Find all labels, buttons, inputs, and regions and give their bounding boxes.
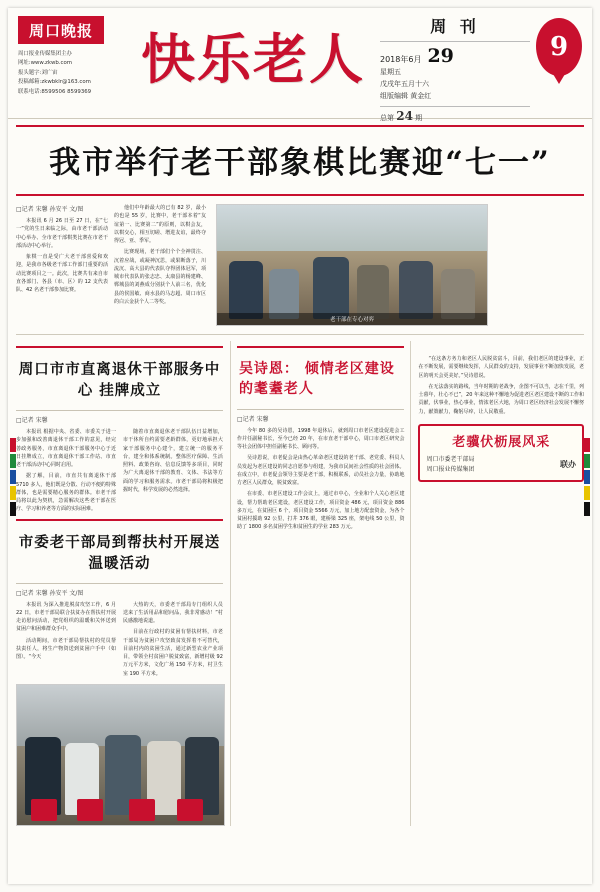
issue-suffix: 期	[415, 113, 423, 122]
photo-caption: 老干部在专心对弈	[217, 313, 487, 325]
article-paragraph: 本报讯 为深入推进脱贫攻坚工作，6 月 22 日，市老干部局联合扶贫办在帮扶村开展走访慰问活动，把党组织的温暖和关怀送到贫困户和困难群众手中。	[16, 601, 116, 633]
top-story-paragraph: 本报讯 6 月 26 日至 27 日，在“七一”党的生日来临之际，由市老干部活动中心举办、全市老干部棋类比赛在市老干部活动中心举行。	[16, 218, 108, 249]
photo-figure	[441, 269, 475, 319]
divider	[16, 346, 223, 348]
article-paragraph: 在无法落实的路线，当年时期的老战争，企图不可以当，志在千里，列士暮年，壮心不已”，20 年来这种不懈地为促进老区老区建设不断的工作和贡献，伏事业，热心事业，情浓老区大地，为周口老区经济社会发展不懈努力，献策献力，鞠躬尽瘁，让人民敬重。	[418, 383, 584, 415]
article-paragraph: 活动期间，市老干部局帮扶村的党员帮扶责任人，将生产物资送到贫困户手中（如图）。“今天	[16, 637, 116, 661]
right-column	[418, 341, 584, 826]
photo-figure	[399, 261, 433, 319]
issue-label: 总第	[380, 113, 394, 122]
photo-figure	[229, 261, 263, 319]
article-byline: □记者 宋馨	[236, 415, 269, 423]
date-day: 29	[427, 45, 454, 67]
middle-column	[230, 341, 412, 826]
sponsor-coop-label: 联办	[560, 460, 576, 470]
article-paragraph: 吴诗恩说，市老促会是由热心革命老区建设的老干部、老党委、科员人员发起为老区建设的同志自愿参与组建，为我市民间社会性质的社会团体。在成立中，市老促会领导主要是老干部，积极联系，动员社会力量，协助地方老区人民群众，脱贫致富。	[236, 455, 405, 487]
masthead-right	[380, 14, 530, 123]
article-paragraph: 据了解，目前，市直共有离退休干部 5710 多人，他们既是分散、行动不便的特殊群体，也是需要精心服务的群体。市老干部局将以此为契机，急需解决这些老干部在医疗、学习和养老等方面的实际困难。	[16, 473, 116, 513]
publisher-line-2: 报头题字:刘广宙	[18, 69, 58, 76]
top-story-paragraph: 比赛现场，老干部们个个全神贯注、沉着应战，或凝神沉思，或果断落子，川流沉、高大县的代表队夺得团体冠军，项城市代表队的张志忠、太康县的杨建峰、郸城县的刘燕成分别获个人前三名，优化县的侯国敏、商水县的马志超、周口市区的白云金获个人二等奖。	[114, 249, 206, 305]
nameplate-title: 快乐老人	[141, 27, 365, 91]
newspaper-sheet	[8, 8, 592, 884]
sponsor-box	[418, 424, 584, 482]
publisher-line-4: 联系电话:8599506 8599369	[18, 88, 92, 95]
article-paragraph: 本报讯 根据中央、省委、市委关于进一步加强和改善离退休干部工作的意见，经完善政务服务，市直离退休干部服务中心于近日挂牌成立，市直离退休干部工作站、市直老干部活动中心同时启用。	[16, 429, 116, 469]
headline-band	[16, 125, 584, 196]
article-title-service-center: 周口市市直离退休干部服务中心 挂牌成立	[18, 361, 221, 400]
photo-figure	[357, 265, 389, 319]
issue-number: 24	[396, 108, 413, 123]
sponsor-line-2: 周口报业传媒集团	[426, 465, 475, 473]
article-paragraph: 在市委、市老区建设工作会议上，通过市中心，全业和个人关心老区建设，帮力帮助老区建设，老区建设工作，项目资金 486 元，项目资金 886 多万元，在贫困巨 6 个，项目资金 5566 万元，加上地方配套资金，为各个贫困村援助 92 公里，打井 376 眼，建桥梁 325 座，架电线 50 公里，资助了 1800 多名贫困学生和贫困生的学业 283 万元。	[236, 491, 405, 531]
gift-bag	[177, 799, 203, 821]
date-row	[380, 41, 530, 67]
gift-bag	[77, 799, 103, 821]
editor-name: 黄金红	[410, 91, 432, 100]
publisher-line-1: 网址:www.zkwb.com	[18, 60, 73, 67]
left-column	[16, 341, 223, 826]
page-number-badge: 9	[536, 18, 582, 76]
article-title-visit: 市委老干部局到帮扶村开展送温暖活动	[18, 533, 221, 572]
issue-line	[380, 106, 530, 123]
article-paragraph: 今年 80 多的吴诗恩，1998 年退休后，就到周口市老区建设促进会工作并任副秘书长，至今已经 20 年，在市直老干部中心，周口市老区研究会等社会团体中担任副秘书长、顾问等。	[236, 427, 405, 451]
color-registration-bars-right	[584, 438, 590, 518]
editor-label: 组版编辑	[380, 91, 408, 100]
publication-logo: 周口晚报	[18, 16, 104, 44]
top-story	[16, 204, 584, 335]
divider	[16, 519, 223, 521]
publisher-line-0: 周口报业传媒集团主办	[18, 51, 72, 57]
article-paragraph: 大热的天，市委老干部局专门组织人员送来了生活用品和慰问品，我非常感动！”村民感激地说道。	[122, 601, 223, 625]
visit-photo	[16, 684, 225, 826]
divider	[16, 410, 223, 411]
sponsor-box-title: 老骥伏枥展风采	[452, 434, 551, 450]
article-paragraph: 随着市直离退休老干部队伍日益增加，市干休所自约需要老龄群体，更好地承担大家干部服务中心建个，建立统一的服务平台，建全和体系统制。整体医疗保障、生活照料、政策咨询、信息反馈等多项目，同时为广大离退休干部的教育、文体、书法等方面的学习和服务需求。市老干部局将积极把握时代，科学发展的必然选择。	[122, 429, 223, 493]
article-byline: □记者 宋馨 孙安平 文/图	[16, 589, 84, 597]
top-story-photo	[216, 204, 488, 326]
photo-figure	[269, 269, 299, 319]
top-story-byline: □记者 宋馨 孙安平 文/图	[16, 206, 84, 213]
top-story-paragraph: 他们中年龄最大的已有 82 岁，最小的也是 55 岁，比赛中，老干部本着“友谊第一、比赛第二”的原则，以棋会友，以棋交心，相互切磋、增进友谊，最终夺得冠、亚、季军。	[114, 205, 206, 244]
article-paragraph: “在这条方务力和老区人民脱贫富斗，目前，我们老区的建设事业，正在不断发展，需要继续发挥，人民群众的支持，发展事业不断加快发展，老区的明天会更美好。”吴诗恩说。	[418, 356, 584, 379]
article-body-visit	[16, 601, 223, 678]
article-body-wushien-left	[237, 427, 405, 532]
top-story-paragraph: 象棋一直是受广大老干部喜爱和欢迎，是我市各级老干部工作部门重要的活动比赛项目之一。此次，比赛共有来自市直各部门、各县（市、区）的 12 支代表队、42 名老干部参加比赛。	[16, 254, 108, 293]
article-byline: □记者 宋馨	[16, 417, 48, 425]
date-gregorian: 2018年6月	[380, 55, 422, 64]
publisher-line-3: 投稿邮箱:zkwbklr@163.com	[18, 79, 91, 86]
top-story-column-1	[16, 204, 108, 326]
divider	[237, 409, 405, 410]
sponsor-line-1: 周口市委老干部局	[426, 455, 475, 463]
lower-section	[16, 341, 584, 826]
date-lunar: 戊戌年五月十六	[380, 79, 429, 88]
weekly-label: 周 刊	[430, 17, 480, 36]
gift-bag	[31, 799, 57, 821]
divider	[237, 346, 405, 348]
page-title: 我市举行老干部象棋比赛迎“七一”	[49, 145, 551, 181]
masthead	[8, 8, 592, 123]
article-paragraph: 目前在行政村的贫困有帮扶材料，市老干部局为贫困户攻坚致贫发挥着不可替代，目前村内的贫困生活，通过新型农业产业项目，带领全村贫困户脱贫致富，新增村级 92 万元平方米，文化广场 150 平方米，村卫生室 190 平方米。	[122, 629, 223, 677]
top-story-column-2	[114, 204, 206, 326]
publisher-info	[18, 50, 136, 97]
gift-bag	[129, 799, 155, 821]
photo-figure	[313, 257, 349, 319]
weekday: 星期五	[380, 68, 401, 76]
article-body-wushien-right	[418, 355, 584, 416]
editor-line	[380, 91, 530, 103]
color-registration-bars-left	[10, 438, 16, 518]
divider	[16, 583, 223, 584]
article-body-service-center	[16, 428, 223, 514]
article-title-wushien: 吴诗恩： 倾情老区建设的耄耋老人	[238, 361, 395, 398]
